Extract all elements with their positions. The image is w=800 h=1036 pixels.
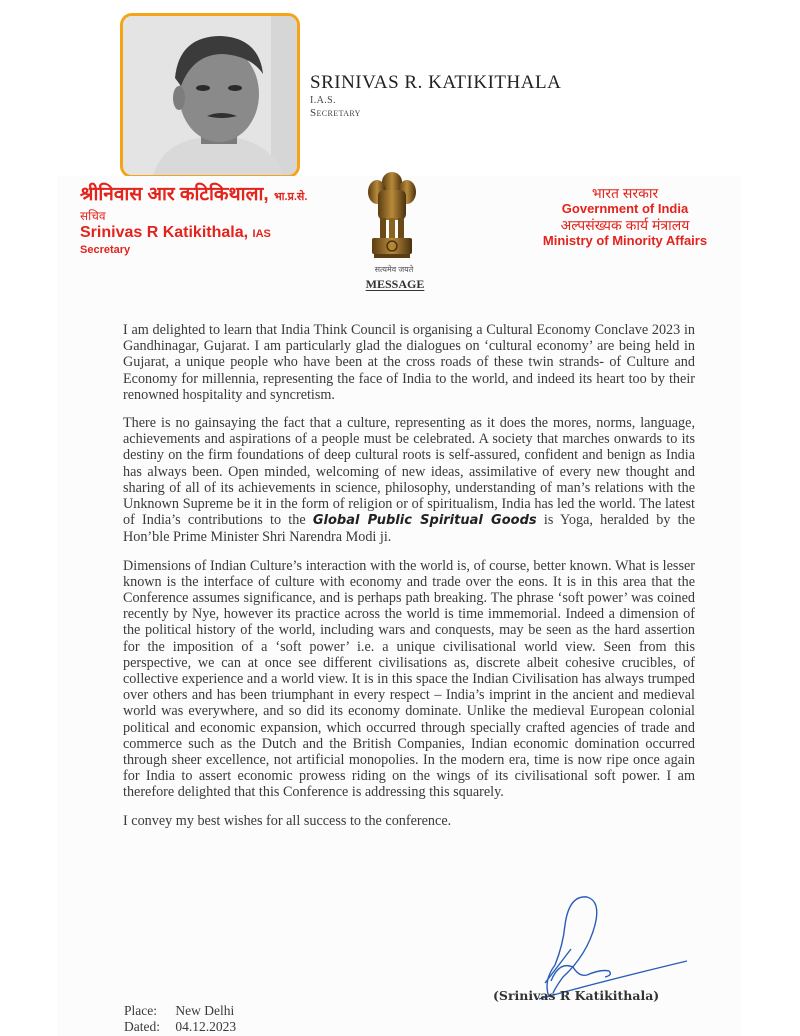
paragraph-2-text-before: There is no gainsaying the fact that a culture, representing as it does the mores, norms, language, achievements and aspirations of a people must be celebrated. A society that marches onwards to its destiny on the firm foundations of deep cultural roots is self-assured, confident and benign as India has always been. Open minded, welcoming of new ideas, assimilative of every new thought and sharing of all of its achievements in science, philosophy, understanding of man’s relations with the Unknown Supreme be it in the form of religion or of spiritualism, India has led the world. The latest of India’s contributions to the [123, 415, 695, 529]
letterhead-sender [80, 183, 307, 257]
paragraph-2-emphasis: Global Public Spiritual Goods [312, 513, 537, 529]
sender-hindi-service: भा.प्र.से. [273, 191, 308, 203]
government-english: Government of India [561, 201, 689, 216]
place-line [124, 1003, 236, 1019]
letterhead-ministry [530, 185, 720, 249]
ministry-hindi: अल्पसंख्यक कार्य मंत्रालय [560, 217, 690, 233]
paragraph-2-text-after: is Yoga, heralded by the Hon’ble Prime Minister Shri Narendra Modi ji. [123, 512, 695, 546]
sender-hindi-name-line [80, 183, 307, 209]
date-line [124, 1019, 236, 1035]
portrait-image [123, 16, 297, 175]
place-date-block [124, 1003, 236, 1034]
paragraph-2 [123, 415, 695, 546]
sender-english-title: Secretary [80, 244, 131, 256]
signature-icon [515, 885, 690, 1005]
date-label: Dated: [124, 1018, 160, 1034]
message-body [123, 322, 695, 841]
profile-qualification: I.A.S. [310, 95, 337, 106]
place-label: Place: [124, 1003, 157, 1018]
message-heading: MESSAGE [365, 277, 425, 291]
sender-english-name-line [80, 223, 307, 244]
signatory-name: (Srinivas R Katikithala) [493, 988, 660, 1003]
profile-designation: Secretary [310, 107, 361, 119]
date-value: 04.12.2023 [175, 1018, 237, 1034]
sender-english-service: IAS [252, 228, 271, 240]
profile-name: SRINIVAS R. KATIKITHALA [310, 72, 562, 93]
profile-block [310, 72, 561, 120]
place-value: New Delhi [175, 1003, 235, 1018]
sender-hindi-name: श्रीनिवास आर कटिकिथाला, [80, 184, 269, 205]
emblem-motto: सत्यमेव जयते [374, 265, 414, 274]
government-hindi: भारत सरकार [591, 185, 659, 201]
profile-photo [120, 13, 300, 178]
paragraph-1: I am delighted to learn that India Think Council is organising a Cultural Economy Conclave 2023 in Gandhinagar, Gujarat. I am particularly glad the dialogues on ‘cultural economy’ are being held in Gujarat, a unique people who have been at the cross roads of these twin strands- of Culture and Economy for millennia, representing the face of India to the world, and indeed its heart too by their renowned hospitality and syncretism. [123, 322, 695, 403]
paragraph-3: Dimensions of Indian Culture’s interaction with the world is, of course, better known. What is lesser known is the interface of culture with economy and trade over the eons. It is in this area that the Conference assumes significance, and is perhaps path breaking. The phrase ‘soft power’ was coined recently by Nye, however its practice across the world is time immemorial. Indeed a dimension of the political history of the world, including wars and conquests, may be seen as the hard assertion for the imposition of a ‘soft power’ i.e. a unique civilisational world view. Seen from this perspective, we can at once see different civilisations as, discrete albeit cohesive crucibles, of collective experience and a world view. It is in this space the Indian Civilisation has always trumped over others and has been triumphant in every respect – India’s imprint in the ancient and medieval world was everywhere, and so did its economy dominate. Unlike the medieval European colonial political and economic expansion, which occurred through specially crafted agencies of trade and commerce such as the Dutch and the British Companies, Indian economic domination occurred through sheer excellence, not artificial monopolies. In the modern era, time is now ripe once again for India to assert economic prowess riding on the wings of its civilisational soft power. I am therefore delighted that this Conference is addressing this squarely. [123, 557, 695, 801]
national-emblem-icon [362, 168, 422, 268]
ministry-english: Ministry of Minority Affairs [542, 233, 708, 248]
sender-english-name: Srinivas R Katikithala, [80, 224, 249, 241]
sender-hindi-title: सचिव [80, 209, 106, 223]
paragraph-4: I convey my best wishes for all success to the conference. [123, 812, 452, 829]
